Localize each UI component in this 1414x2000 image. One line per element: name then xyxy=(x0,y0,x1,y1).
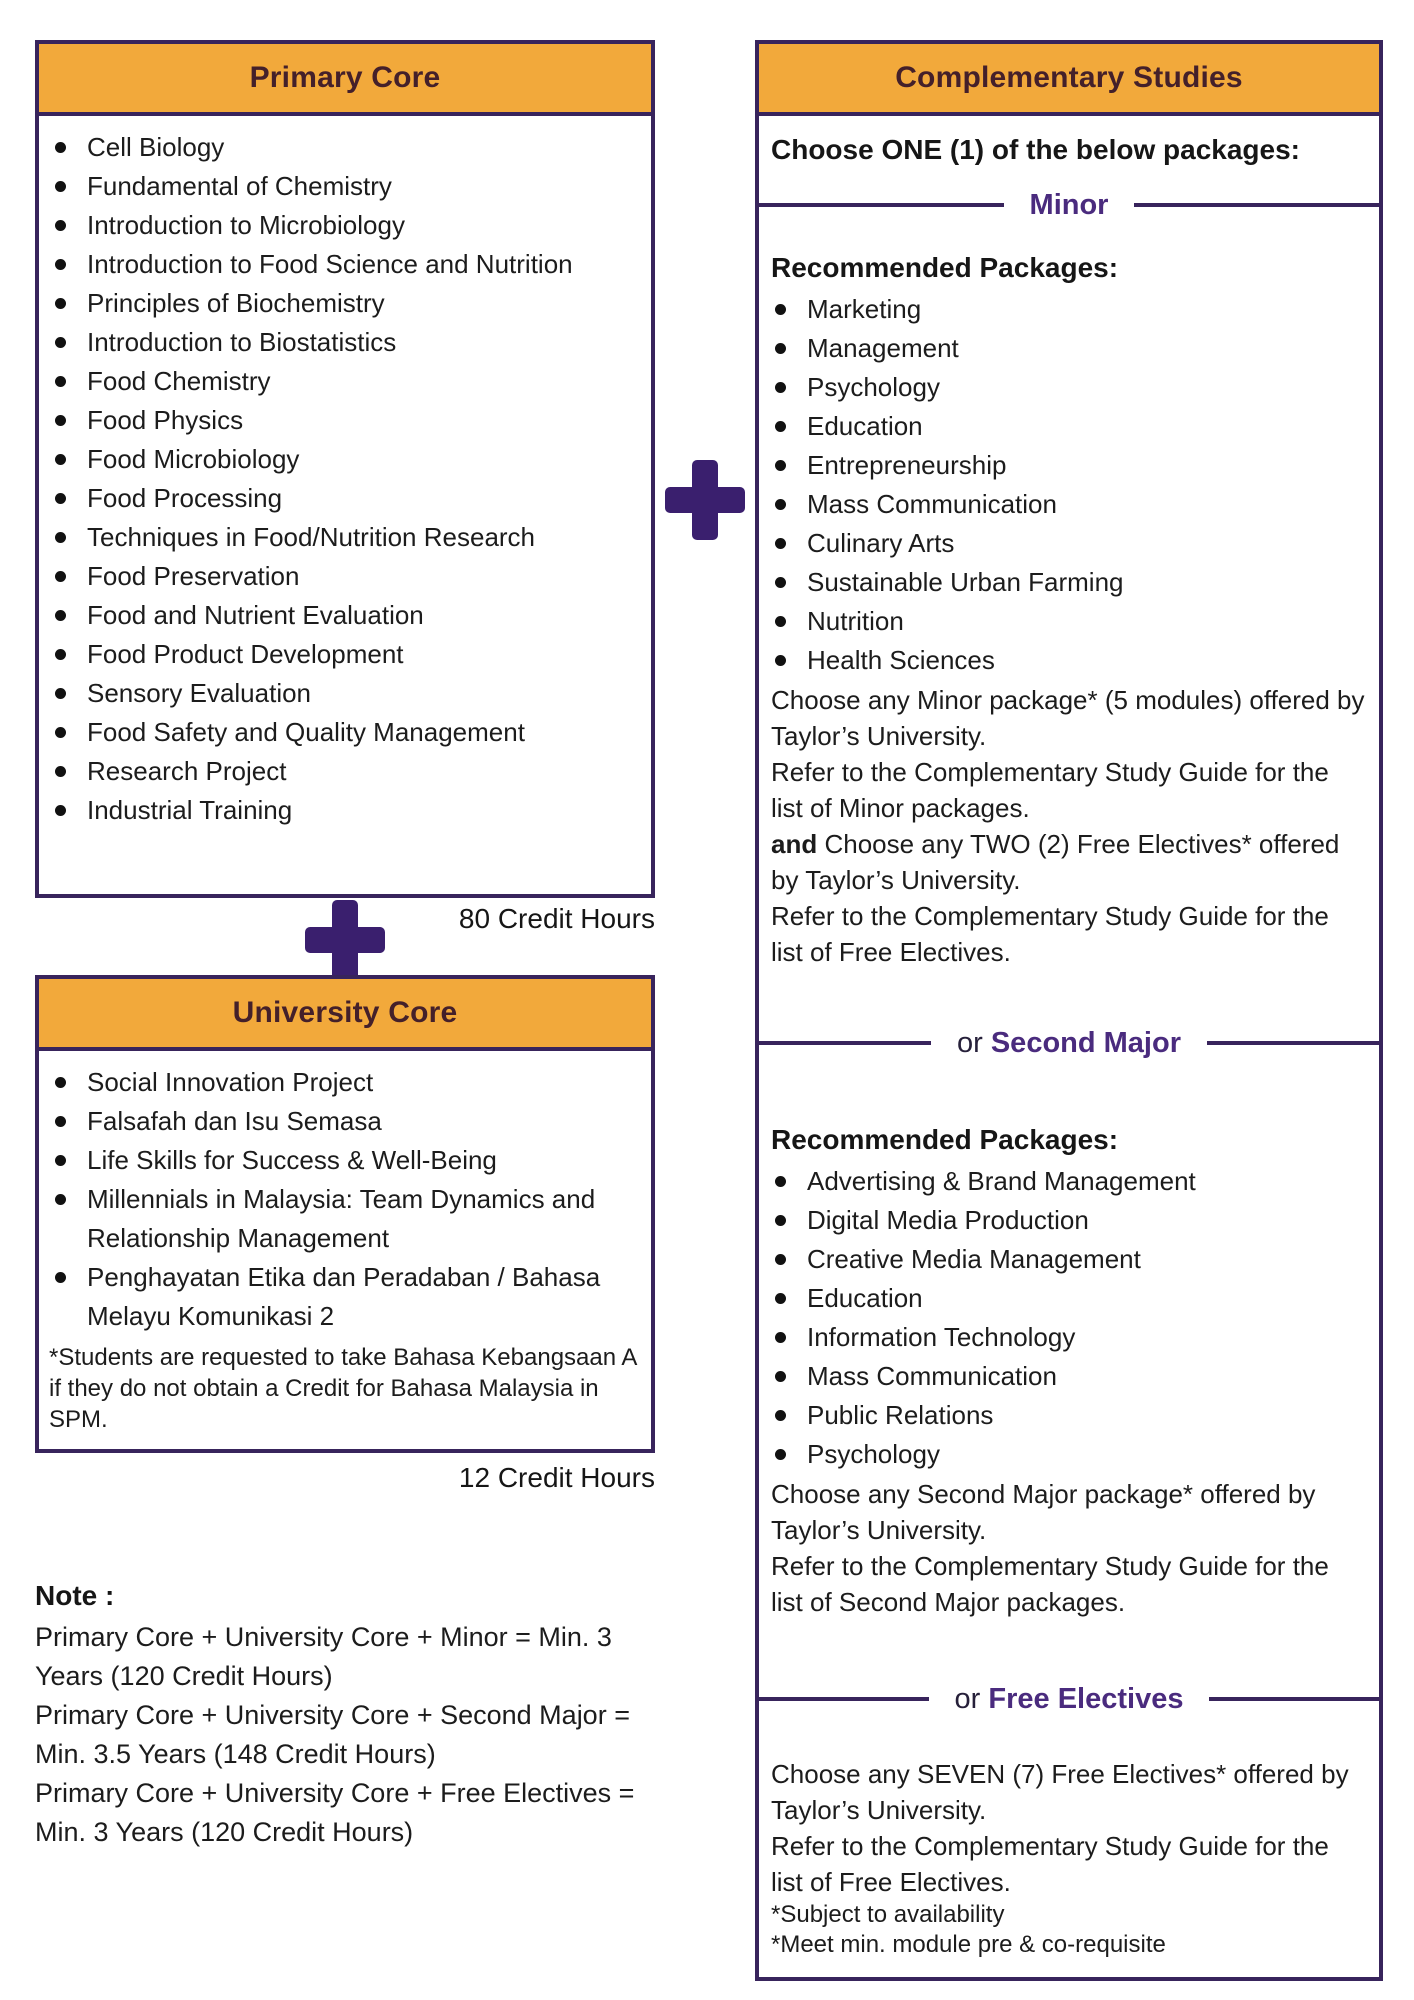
list-item: Sustainable Urban Farming xyxy=(759,563,1363,602)
list-item: Food Product Development xyxy=(39,635,635,674)
minor-packages-list xyxy=(759,284,1379,680)
free-electives-divider-label: or Free Electives xyxy=(954,1682,1184,1715)
second-major-packages-list xyxy=(759,1156,1379,1474)
university-core-title: University Core xyxy=(232,996,458,1029)
primary-core-box xyxy=(35,40,655,898)
second-major-paragraph: Refer to the Complementary Study Guide for the list of Second Major packages. xyxy=(771,1551,1329,1617)
free-electives-paragraph: Choose any SEVEN (7) Free Electives* offered by Taylor’s University. xyxy=(771,1759,1349,1825)
choose-one-instruction: Choose ONE (1) of the below packages: xyxy=(771,134,1300,165)
university-core-footnote: *Students are requested to take Bahasa Kebangsaan A if they do not obtain a Credit for Bahasa Malaysia in SPM. xyxy=(49,1344,637,1433)
university-core-header xyxy=(39,979,651,1051)
second-major-recommended-label: Recommended Packages: xyxy=(771,1124,1119,1155)
university-core-credit-hours: 12 Credit Hours xyxy=(458,1462,655,1493)
list-item: Mass Communication xyxy=(759,485,1363,524)
second-major-divider xyxy=(759,1024,1379,1062)
list-item: Entrepreneurship xyxy=(759,446,1363,485)
list-item: Education xyxy=(759,407,1363,446)
list-item: Mass Communication xyxy=(759,1357,1363,1396)
complementary-studies-title: Complementary Studies xyxy=(895,61,1243,94)
complementary-studies-header xyxy=(759,44,1379,116)
list-item: Introduction to Biostatistics xyxy=(39,323,635,362)
minor-divider-label: Minor xyxy=(1029,188,1109,221)
list-item: Research Project xyxy=(39,752,635,791)
free-electives-footnote: *Meet min. module pre & co-requisite xyxy=(771,1931,1166,1958)
free-electives-paragraph: Refer to the Complementary Study Guide for the list of Free Electives. xyxy=(771,1831,1329,1897)
note-title: Note : xyxy=(35,1580,115,1611)
list-item: Marketing xyxy=(759,290,1363,329)
list-item: Falsafah dan Isu Semasa xyxy=(39,1102,635,1141)
list-item: Fundamental of Chemistry xyxy=(39,167,635,206)
note-rule: Primary Core + University Core + Second Major = Min. 3.5 Years (148 Credit Hours) xyxy=(35,1700,630,1769)
minor-paragraph: Refer to the Complementary Study Guide for the list of Minor packages. xyxy=(771,757,1329,823)
minor-divider xyxy=(759,186,1379,224)
list-item: Introduction to Food Science and Nutrition xyxy=(39,245,635,284)
university-core-box xyxy=(35,975,655,1453)
list-item: Culinary Arts xyxy=(759,524,1363,563)
free-electives-divider xyxy=(759,1680,1379,1718)
list-item: Management xyxy=(759,329,1363,368)
minor-recommended-label: Recommended Packages: xyxy=(771,252,1119,283)
list-item: Principles of Biochemistry xyxy=(39,284,635,323)
minor-paragraph: Choose any Minor package* (5 modules) offered by Taylor’s University. xyxy=(771,685,1365,751)
list-item: Food Safety and Quality Management xyxy=(39,713,635,752)
list-item: Cell Biology xyxy=(39,128,635,167)
primary-core-header xyxy=(39,44,651,116)
list-item: Advertising & Brand Management xyxy=(759,1162,1363,1201)
list-item: Introduction to Microbiology xyxy=(39,206,635,245)
complementary-studies-box xyxy=(755,40,1383,1981)
list-item: Education xyxy=(759,1279,1363,1318)
list-item: Food Microbiology xyxy=(39,440,635,479)
list-item: Psychology xyxy=(759,1435,1363,1474)
primary-core-title: Primary Core xyxy=(249,61,441,94)
plus-icon xyxy=(665,460,745,540)
plus-icon xyxy=(305,900,385,980)
second-major-divider-label: or Second Major xyxy=(957,1026,1181,1059)
list-item: Food Physics xyxy=(39,401,635,440)
note-rule: Primary Core + University Core + Free Electives = Min. 3 Years (120 Credit Hours) xyxy=(35,1778,635,1847)
list-item: Food Chemistry xyxy=(39,362,635,401)
primary-core-list xyxy=(39,116,651,830)
note-block xyxy=(35,1580,660,1852)
list-item: Social Innovation Project xyxy=(39,1063,635,1102)
list-item: Food Processing xyxy=(39,479,635,518)
list-item: Food and Nutrient Evaluation xyxy=(39,596,635,635)
minor-paragraph: and Choose any TWO (2) Free Electives* offered by Taylor’s University. xyxy=(771,829,1340,895)
list-item: Millennials in Malaysia: Team Dynamics and Relationship Management xyxy=(39,1180,635,1258)
list-item: Psychology xyxy=(759,368,1363,407)
list-item: Food Preservation xyxy=(39,557,635,596)
list-item: Life Skills for Success & Well-Being xyxy=(39,1141,635,1180)
primary-core-credit-hours: 80 Credit Hours xyxy=(458,903,655,934)
minor-paragraph: Refer to the Complementary Study Guide for the list of Free Electives. xyxy=(771,901,1329,967)
university-core-list xyxy=(39,1051,651,1336)
list-item: Nutrition xyxy=(759,602,1363,641)
second-major-paragraph: Choose any Second Major package* offered by Taylor’s University. xyxy=(771,1479,1316,1545)
list-item: Health Sciences xyxy=(759,641,1363,680)
list-item: Information Technology xyxy=(759,1318,1363,1357)
list-item: Techniques in Food/Nutrition Research xyxy=(39,518,635,557)
list-item: Industrial Training xyxy=(39,791,635,830)
list-item: Digital Media Production xyxy=(759,1201,1363,1240)
list-item: Sensory Evaluation xyxy=(39,674,635,713)
list-item: Penghayatan Etika dan Peradaban / Bahasa Melayu Komunikasi 2 xyxy=(39,1258,635,1336)
list-item: Creative Media Management xyxy=(759,1240,1363,1279)
free-electives-footnote: *Subject to availability xyxy=(771,1901,1005,1928)
note-rule: Primary Core + University Core + Minor = Min. 3 Years (120 Credit Hours) xyxy=(35,1622,612,1691)
list-item: Public Relations xyxy=(759,1396,1363,1435)
